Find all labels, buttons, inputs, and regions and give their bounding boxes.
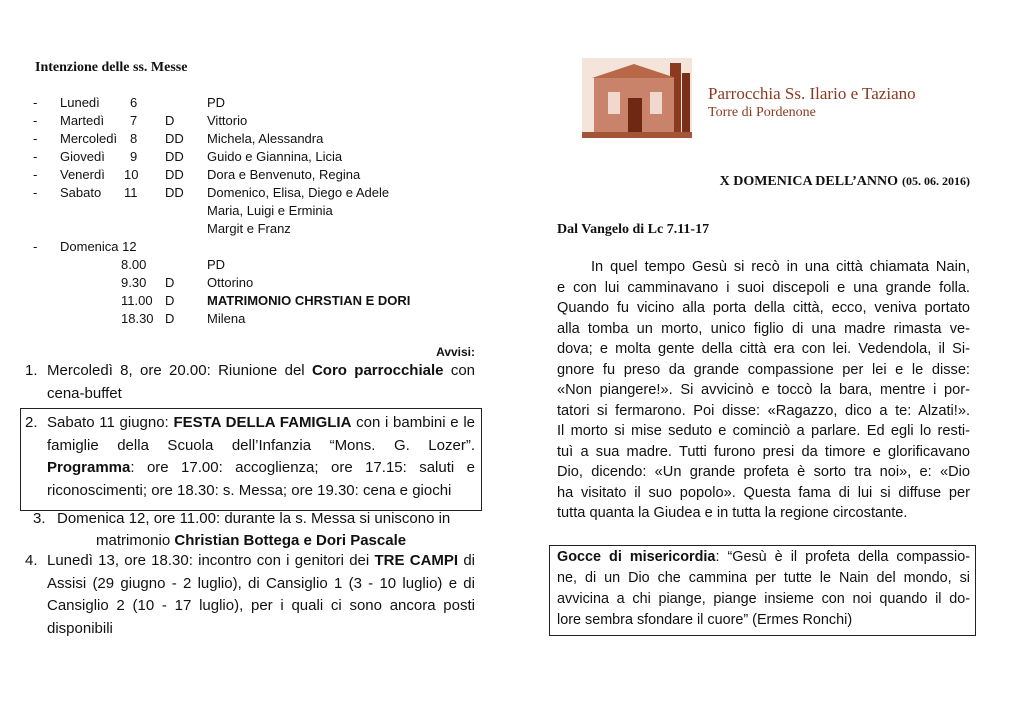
- gospel-line: tuì a sua madre. Tutti furono presi da timore e glorificavano: [557, 443, 970, 460]
- mass-names: Dora e Benvenuto, Regina: [207, 167, 361, 182]
- notice-number: 2.: [25, 414, 38, 431]
- mass-time: 18.30: [121, 311, 154, 326]
- notice-2: [25, 412, 475, 504]
- day-date: 7: [130, 113, 138, 128]
- sunday-title: [600, 172, 970, 190]
- church-icon: [582, 58, 692, 138]
- mass-type: D: [165, 293, 175, 308]
- mass-type: D: [165, 113, 175, 128]
- mass-type: DD: [165, 131, 184, 146]
- day-date: 6: [130, 95, 138, 110]
- notice-4: [25, 550, 475, 642]
- reflection-line: Gocce di misericordia: “Gesù è il profeta della compassio-: [557, 549, 970, 565]
- notice-number: 3.: [33, 510, 46, 527]
- mass-time: 9.30: [121, 275, 147, 290]
- mass-names: Michela, Alessandra: [207, 131, 324, 146]
- gospel-line: alla tomba un morto, unico figlio di una madre rimasta ve-: [557, 320, 970, 337]
- schedule-row-monday: [0, 94, 480, 112]
- sunday-mass-row: [0, 274, 480, 292]
- schedule-row-thursday: [0, 148, 480, 166]
- sunday-mass-row: [0, 292, 480, 310]
- notice-text: Sabato 11 giugno: FESTA DELLA FAMIGLIA con i bambini e le famiglie della Scuola dell’Infanzia “Mons. G. Lozer”. Programma: ore 17.00: accoglienza; ore 17.15: saluti e riconoscimenti; ore 18.30: s. Messa; ore 19.30: cena e giochi: [47, 414, 476, 499]
- mass-names: Milena: [207, 311, 246, 326]
- avvisi-heading: Avvisi:: [436, 345, 475, 359]
- mass-type: D: [165, 275, 175, 290]
- sunday-mass-row: [0, 256, 480, 274]
- notice-text-line: Domenica 12, ore 11.00: durante la s. Messa si uniscono in: [57, 510, 451, 527]
- reflection-line: ne, di un Dio che cammina per tutte le Nain del mondo, si: [557, 570, 970, 586]
- gospel-reference: Dal Vangelo di Lc 7.11-17: [557, 222, 710, 237]
- parish-logo: [582, 58, 692, 138]
- day-date: 11: [124, 185, 138, 200]
- day-date: 10: [124, 167, 139, 182]
- gospel-line: gnore fu preso da grande compassione per lei e le disse:: [557, 361, 970, 378]
- mass-names: Guido e Giannina, Licia: [207, 149, 343, 164]
- mass-time: 8.00: [121, 257, 147, 272]
- notice-text-line: matrimonio Christian Bottega e Dori Pascale: [96, 532, 407, 549]
- gospel-line: Il morto si mise seduto e cominciò a parlare. Ed egli lo resti-: [557, 423, 970, 439]
- mass-names: MATRIMONIO CHRSTIAN E DORI: [207, 293, 411, 308]
- day-date: 9: [130, 149, 138, 164]
- notice-number: 4.: [25, 552, 38, 569]
- mass-type: DD: [165, 149, 184, 164]
- sunday-name: X DOMENICA DELL’ANNO: [719, 174, 898, 189]
- mass-names: PD: [207, 95, 226, 110]
- list-dash: -: [33, 185, 38, 200]
- schedule-row-continuation: [0, 202, 480, 220]
- notice-number: 1.: [25, 362, 38, 379]
- mass-time: 11.00: [121, 293, 153, 308]
- gospel-line: tatori si fermarono. Poi disse: «Ragazzo, dico a te: Alzati!».: [557, 402, 970, 419]
- gospel-line: In quel tempo Gesù si recò in una città chiamata Nain,: [591, 259, 970, 275]
- notice-3: [30, 508, 480, 552]
- mass-names: PD: [207, 257, 226, 272]
- mass-names: Vittorio: [207, 113, 248, 128]
- schedule-row-friday: [0, 166, 480, 184]
- mass-names: Domenico, Elisa, Diego e Adele: [207, 185, 390, 200]
- gospel-line: Quando fu vicino alla porta della città, ecco, veniva portato: [557, 300, 970, 316]
- schedule-row-tuesday: [0, 112, 480, 130]
- list-dash: -: [33, 149, 38, 164]
- day-label: Sabato: [60, 185, 102, 200]
- schedule-row-sunday: [0, 238, 480, 256]
- mass-type: DD: [165, 167, 184, 182]
- list-dash: -: [33, 95, 38, 110]
- notice-text: Mercoledì 8, ore 20.00: Riunione del Coro parrocchiale con cena-buffet: [47, 362, 476, 402]
- sunday-date: (05. 06. 2016): [902, 174, 970, 188]
- mass-schedule: [0, 94, 480, 334]
- day-label: Venerdì: [60, 167, 105, 182]
- day-label: Lunedì: [60, 95, 100, 110]
- mass-names: Maria, Luigi e Erminia: [207, 203, 333, 218]
- mass-names: Ottorino: [207, 275, 254, 290]
- sunday-mass-row: [0, 310, 480, 328]
- schedule-row-continuation: [0, 220, 480, 238]
- reflection-line: lore sembra sfondare il cuore” (Ermes Ronchi): [557, 612, 853, 628]
- notice-text: Lunedì 13, ore 18.30: incontro con i genitori dei TRE CAMPI di Assisi (29 giugno - 2 luglio), di Cansiglio 1 (3 - 10 luglio) e di Cansiglio 2 (10 - 17 luglio), per i quali ci sono ancora posti disponibili: [47, 552, 476, 637]
- gospel-line: Dio, dicendo: «Un grande profeta è sorto tra noi», e: «Dio: [557, 464, 970, 480]
- gospel-line: ha visitato il suo popolo». Questa fama di lui si diffuse per: [557, 484, 970, 501]
- schedule-row-wednesday: [0, 130, 480, 148]
- parish-name: Parrocchia Ss. Ilario e Taziano: [708, 84, 916, 103]
- day-label: Domenica 12: [60, 239, 137, 254]
- day-label: Mercoledì: [60, 131, 118, 146]
- list-dash: -: [33, 131, 38, 146]
- gospel-line: e con lui camminavano i suoi discepoli e una grande folla.: [557, 279, 970, 296]
- mass-type: DD: [165, 185, 184, 200]
- day-date: 8: [130, 131, 138, 146]
- gospel-line: dova; e molta gente della città era con lei. Vedendola, il Si-: [557, 341, 970, 357]
- gospel-line: tutta quanta la Giudea e in tutta la regione circostante.: [557, 505, 908, 521]
- reflection-line: avvicina a chi piange, piange insieme con noi quando il do-: [557, 591, 970, 607]
- mass-intentions-heading: Intenzione delle ss. Messe: [35, 60, 188, 75]
- day-label: Martedì: [60, 113, 105, 128]
- schedule-row-saturday: [0, 184, 480, 202]
- notice-1: [25, 360, 475, 405]
- mass-type: D: [165, 311, 175, 326]
- gospel-line: «Non piangere!». Si avvicinò e toccò la bara, mentre i por-: [557, 382, 970, 398]
- parish-location: Torre di Pordenone: [708, 105, 816, 120]
- list-dash: -: [33, 167, 38, 182]
- list-dash: -: [33, 113, 38, 128]
- list-dash: -: [33, 239, 38, 254]
- mass-names: Margit e Franz: [207, 221, 291, 236]
- day-label: Giovedì: [60, 149, 105, 164]
